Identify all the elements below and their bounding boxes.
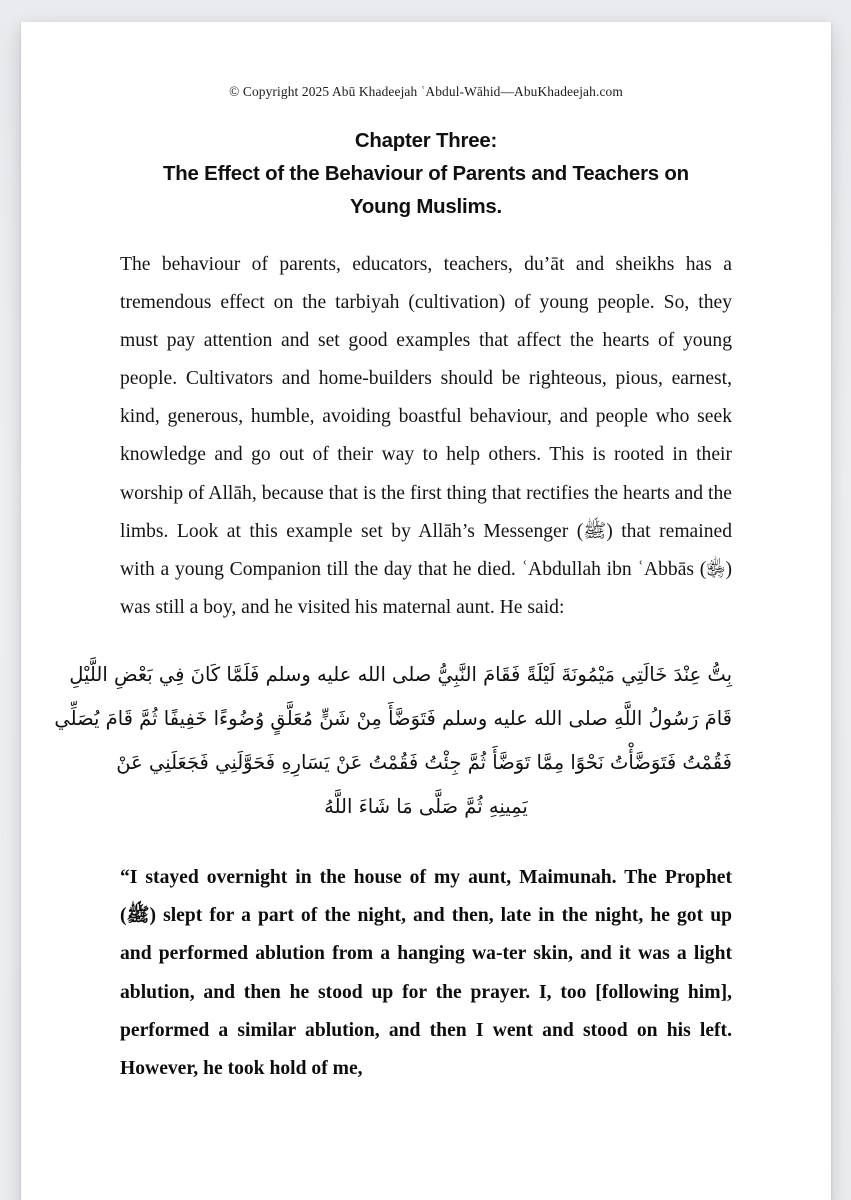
arabic-quote-line-3: فَقُمْتُ فَتَوَضَّأْتُ نَحْوًا مِمَّا تَوَضَّأَ ثُمَّ جِئْتُ فَقُمْتُ عَنْ يَسَارِهِ فَحَوَّلَنِي فَجَعَلَنِي عَنْ — [116, 750, 732, 774]
arabic-quote-line-1: بِتُّ عِنْدَ خَالَتِي مَيْمُونَةَ لَيْلَةً فَقَامَ النَّبِيُّ صلى الله عليه وسلم فَلَمَّا كَانَ فِي بَعْضِ اللَّيْلِ — [69, 662, 732, 686]
arabic-quotation-block — [54, 653, 732, 829]
translation-text-segment-b: ) slept for a part of the night, and then, late in the night, he got up and performed ablution from a hanging wa-ter skin, and it was a light ablution, and then he stood up for the prayer. I, too [following him], performed a similar ablution, and then I went and stood on his left. However, he took hold of me, — [120, 905, 732, 1079]
document-page — [21, 22, 831, 1200]
body-text-segment-a: The behaviour of parents, educators, teachers, du’āt and sheikhs has a tremendous effect on the tarbiyah (cultivation) of young people. So, they must pay attention and set good examples that affect the hearts of young people. Cultivators and home-builders should be righteous, pious, earnest, kind, generous, humble, avoiding boastful behaviour, and people who seek knowledge and go out of their way to help others. This is rooted in their worship of Allāh, because that is the first thing that rectifies the hearts and the limbs. Look at this example set by Allāh’s Messenger ( — [120, 254, 732, 542]
sallallahu-alayhi-wasallam-icon: ﷺ — [126, 905, 150, 927]
translation-paragraph — [120, 859, 732, 1088]
chapter-heading-line-3: Young Muslims. — [349, 196, 503, 218]
body-text-segment-b: ) that remained with a young Companion till the day that he died. ʿAbdullah ibn ʿAbbās ( — [120, 520, 732, 580]
body-paragraph-intro — [120, 246, 732, 627]
chapter-heading — [120, 125, 732, 224]
radiyallahu-anhuma-icon: ﵂ — [706, 558, 726, 580]
translation-text-segment-a: “I stayed overnight in the house of my aunt, Maimunah. The Prophet ( — [120, 866, 732, 927]
chapter-heading-line-2: The Effect of the Behaviour of Parents and Teachers on — [163, 163, 689, 185]
arabic-quote-line-4: يَمِينِهِ ثُمَّ صَلَّى مَا شَاءَ اللَّهُ — [324, 794, 528, 818]
copyright-notice: © Copyright 2025 Abū Khadeejah ʿAbdul-Wāhid—AbuKhadeejah.com — [229, 84, 623, 99]
sallallahu-alayhi-wasallam-icon: ﷺ — [583, 520, 607, 542]
arabic-quote-line-2: قَامَ رَسُولُ اللَّهِ صلى الله عليه وسلم فَتَوَضَّأَ مِنْ شَنٍّ مُعَلَّقٍ وُضُوءًا خَفِيفًا ثُمَّ قَامَ يُصَلِّي — [54, 706, 732, 730]
body-text-segment-c: ) was still a boy, and he visited his maternal aunt. He said: — [120, 558, 732, 618]
chapter-heading-line-1: Chapter Three: — [354, 130, 498, 152]
page-content-column — [54, 22, 732, 1108]
